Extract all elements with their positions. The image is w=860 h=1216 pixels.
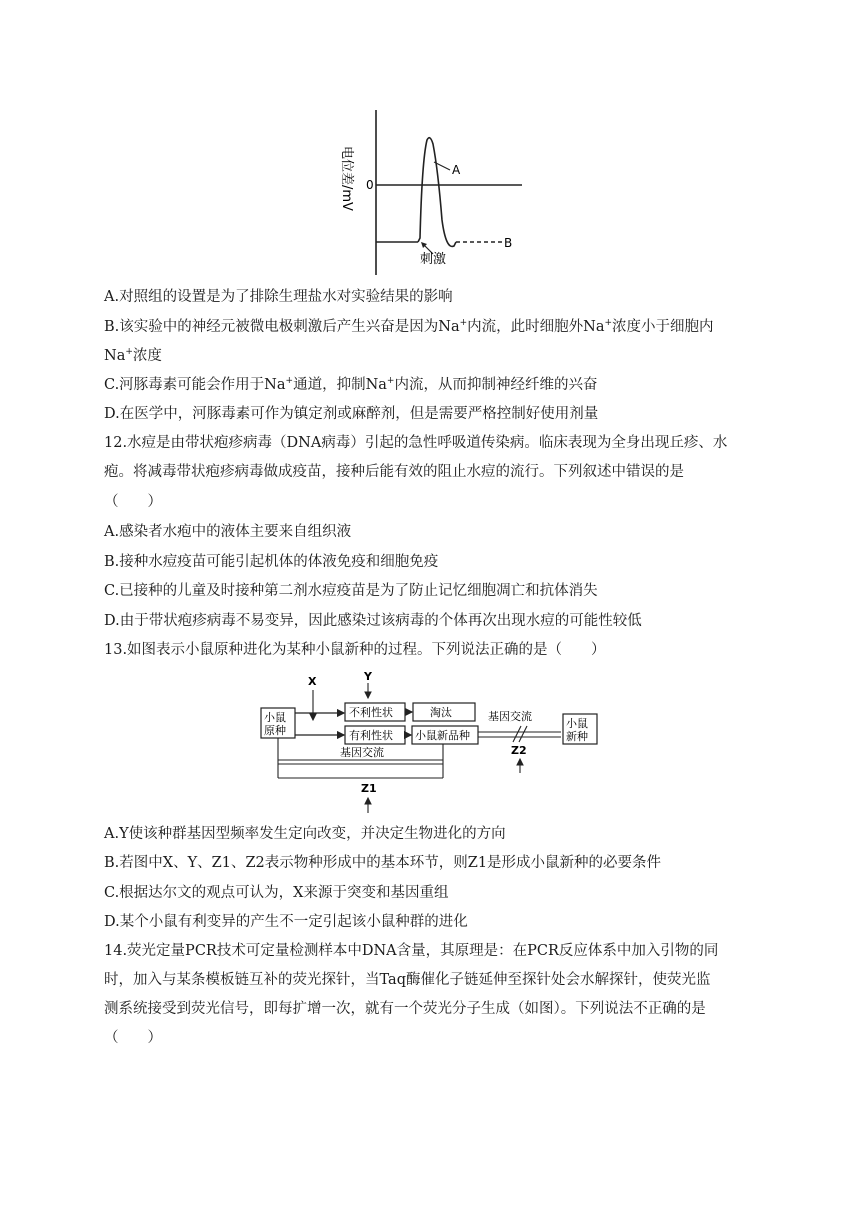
unfav-label: 不利性状	[349, 706, 393, 719]
evolution-diagram	[255, 668, 615, 818]
q11-b-text5: 浓度	[132, 348, 162, 364]
curve-a-spike	[418, 138, 456, 247]
q11-c-text3: 内流，从而抑制神经纤维的兴奋	[394, 377, 598, 393]
q13-option-a: A.Y使该种群基因型频率发生定向改变，并决定生物进化的方向	[104, 826, 506, 842]
q11-option-d: D.在医学中，河豚毒素可作为镇定剂或麻醉剂，但是需要严格控制好使用剂量	[104, 406, 599, 422]
q11-option-a: A.对照组的设置是为了排除生理盐水对实验结果的影响	[104, 289, 453, 305]
z1-label: Z1	[361, 782, 377, 795]
q14-stem-line4: （ ）	[104, 1030, 162, 1046]
q11-c-text2: 通道，抑制Na	[293, 377, 387, 393]
q11-option-c	[104, 375, 597, 395]
newspecies-label-2: 新种	[566, 730, 588, 743]
q12-option-b: B.接种水痘疫苗可能引起机体的体液免疫和细胞免疫	[104, 554, 439, 570]
q11-option-b-line2	[104, 346, 162, 366]
q13-option-c: C.根据达尔文的观点可认为，X来源于突变和基因重组	[104, 885, 449, 901]
q11-b-text3: 浓度小于细胞内	[612, 319, 714, 335]
geneflow-label-bottom: 基因交流	[340, 746, 384, 759]
newspecies-label-1: 小鼠	[566, 717, 588, 730]
na-plus-sup: +	[125, 347, 133, 358]
q14-stem-line1: 14.荧光定量PCR技术可定量检测样本中DNA含量，其原理是：在PCR反应体系中加入引物的同	[104, 943, 719, 959]
na-plus-sup: +	[604, 318, 613, 329]
graph-ylabel: 电位差/mV	[339, 146, 354, 211]
q13-stem: 13.如图表示小鼠原种进化为某种小鼠新种的过程。下列说法正确的是（ ）	[104, 642, 606, 658]
na-plus-sup: +	[285, 376, 294, 387]
y-label: Y	[364, 670, 372, 683]
origin-label-2: 原种	[264, 724, 286, 737]
q13-option-b: B.若图中X、Y、Z1、Z2表示物种形成中的基本环节，则Z1是形成小鼠新种的必要条件	[104, 855, 662, 871]
q12-option-d: D.由于带状疱疹病毒不易变异，因此感染过该病毒的个体再次出现水痘的可能性较低	[104, 613, 642, 629]
stimulus-label: 刺激	[420, 252, 447, 267]
q12-option-c: C.已接种的儿童及时接种第二剂水痘疫苗是为了防止记忆细胞凋亡和抗体消失	[104, 583, 598, 599]
elim-label: 淘汰	[430, 706, 452, 719]
curve-a-label: A	[452, 163, 461, 177]
fav-label: 有利性状	[349, 729, 393, 742]
q12-option-a: A.感染者水疱中的液体主要来自组织液	[104, 524, 352, 540]
zero-label: 0	[366, 178, 374, 192]
na-plus-sup: +	[386, 376, 395, 387]
newvar-label: 小鼠新品种	[415, 729, 470, 742]
q11-c-text1: C.河豚毒素可能会作用于Na	[104, 377, 286, 393]
z2-label: Z2	[511, 744, 527, 757]
curve-b-label: B	[504, 236, 513, 250]
potential-graph	[330, 100, 530, 280]
x-label: X	[308, 675, 317, 688]
q11-option-b-line1	[104, 317, 714, 337]
geneflow-label-right: 基因交流	[488, 710, 532, 723]
q11-b-text4: Na	[104, 348, 126, 364]
origin-label-1: 小鼠	[264, 711, 286, 724]
q11-b-text1: B.该实验中的神经元被微电极刺激后产生兴奋是因为Na	[104, 319, 460, 335]
q14-stem-line3: 测系统接受到荧光信号，即每扩增一次，就有一个荧光分子生成（如图）。下列说法不正确的是	[104, 1001, 706, 1017]
q12-stem-line1: 12.水痘是由带状疱疹病毒（DNA病毒）引起的急性呼吸道传染病。临床表现为全身出现丘疹、水	[104, 435, 728, 451]
q12-stem-line2: 疱。将减毒带状疱疹病毒做成疫苗，接种后能有效的阻止水痘的流行。下列叙述中错误的是	[104, 464, 684, 480]
q14-stem-line2: 时，加入与某条模板链互补的荧光探针，当Taq酶催化子链延伸至探针处会水解探针，使荧光监	[104, 972, 711, 988]
q12-stem-line3: （ ）	[104, 494, 162, 510]
na-plus-sup: +	[459, 318, 468, 329]
q11-b-text2: 内流，此时细胞外Na	[467, 319, 605, 335]
q13-option-d: D.某个小鼠有利变异的产生不一定引起该小鼠种群的进化	[104, 914, 468, 930]
